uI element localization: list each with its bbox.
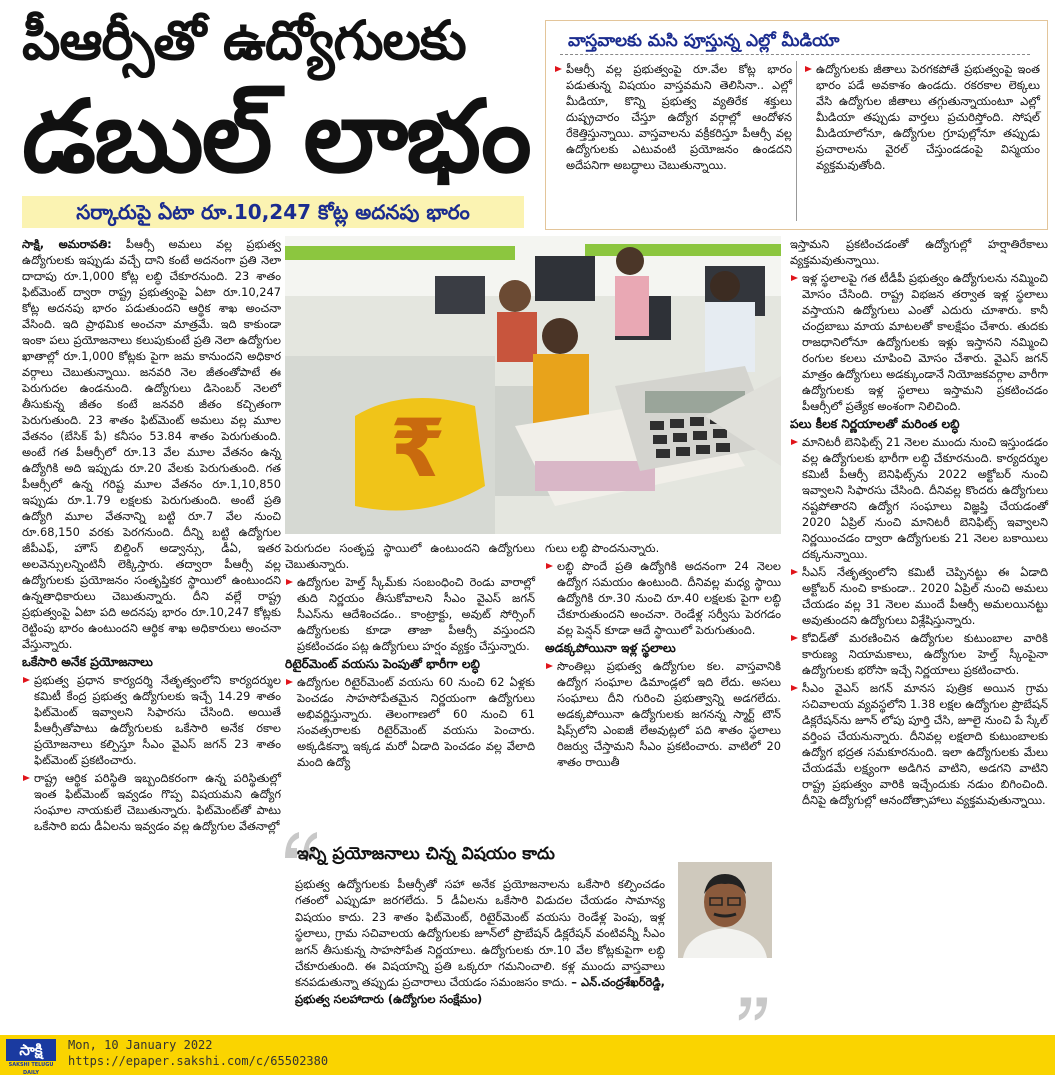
bullet-item: సీఎం వైఎస్ జగన్ మానస పుత్రిక అయిన గ్రామ సచివాలయ వ్యవస్థలోని 1.38 లక్షల ఉద్యోగుల ప్రొబేషన్ డిక్లరేషన్‌ను జూన్ లోపు పూర్తి చేసి, జూలై నుంచి పే స్కేల్ వర్తింప చేయనున్నారు. దీనివల్ల లక్షలాది కుటుంబాలకు ఉద్యోగ భద్రత సమకూరనుంది. ఇలా ఉద్యోగులకు మేలు చేయడమే లక్ష్యంగా అడిగిన వాటిని, అడగని వాటిని రాష్ట్ర ప్రభుత్వం వారికి ఇచ్చేందుకు నడుం బిగించింది. దీనిపై ఉద్యోగుల్లో ఆనందోత్సాహాలు వ్యక్తమవుతున్నాయి.	[790, 680, 1048, 808]
bullet-item: ప్రభుత్వ ప్రధాన కార్యదర్శి నేతృత్వంలోని కార్యదర్శుల కమిటీ కేంద్ర ప్రభుత్వ ఉద్యోగులకు ఇచ్చే 14.29 శాతం ఫిట్‌మెంట్ ఇవ్వాలని సిఫారసు చేసింది. అయితే పీఆర్సీతోపాటు ఉద్యోగులకు ఒకేసారి అనేక రకాల ప్రయోజనాలు కల్పిస్తూ సీఎం వైఎస్ జగన్ 23 శాతం ఫిట్‌మెంట్ ప్రకటించారు.	[22, 672, 281, 768]
deck-subhead: సర్కారుపై ఏటా రూ.10,247 కోట్ల అదనపు భారం	[22, 196, 524, 228]
quote-attribution: – ఎన్.చంద్రశేఖర్‌రెడ్డి, ప్రభుత్వ సలహాదారు (ఉద్యోగుల సంక్షేమం)	[295, 975, 665, 1006]
article-column-1	[22, 236, 281, 836]
close-quote-icon	[733, 994, 773, 1024]
paragraph: గులు లబ్ధి పొందనున్నారు.	[545, 541, 660, 555]
quote-box	[285, 834, 781, 1026]
column-divider	[796, 61, 797, 221]
bullet-item: ఉద్యోగుల హెల్త్ స్కీమ్‌కు సంబంధించి రెండు వారాల్లో తుది నిర్ణయం తీసుకోవాలని సీఎం వైఎస్ జగన్ సీఎస్‌ను ఆదేశించడం.. కాంట్రాక్టు, అవుట్ సోర్సింగ్ ఉద్యోగులకు కూడా తాజా పీఆర్సీ వస్తుందని ప్రకటించడం పట్ల ఉద్యోగులు హర్షం వ్యక్తం చేస్తున్నారు.	[285, 574, 535, 654]
quote-title: ఇన్ని ప్రయోజనాలు చిన్న విషయం కాదు	[297, 844, 555, 864]
bullet-item: సొంతిల్లు ప్రభుత్వ ఉద్యోగుల కల. వాస్తవానికి ఉద్యోగ సంఘాల డిమాండ్లలో ఇది లేదు. అసలు సంఘాలు దీని గురించి ప్రభుత్వాన్ని అడగలేదు. అడక్కపోయినా ఉద్యోగులకు జగనన్న స్మార్ట్ టౌన్ షిప్స్‌లోని ఎంఐజీ లేఅవుట్లలో పది శాతం స్థలాలు రిజర్వు చేస్తామని సీఎం ప్రకటించారు. వాటిలో 20 శాతం రాయితీ	[545, 658, 781, 770]
bullet-item: కోవిడ్‌తో మరణించిన ఉద్యోగుల కుటుంబాల వారికి కారుణ్య నియామకాలు, ఉద్యోగుల హెల్త్ స్కీంపైనా ఉద్యోగులకు భరోసా ఇచ్చే నిర్ణయాలు ప్రకటించారు.	[790, 630, 1048, 678]
bullet-item: సీఎస్ నేతృత్వంలోని కమిటీ చెప్పినట్టు ఈ ఏడాది అక్టోబర్ నుంచి కాకుండా.. 2020 ఏప్రిల్ నుంచి అమలు చేయడం వల్ల 31 నెలల ముందే పీఆర్సీ అమలయినట్టు అవుతుందని ఉద్యోగులు విశ్లేషిస్తున్నారు.	[790, 564, 1048, 628]
subheading: రిటైర్‌మెంట్ వయసు పెంపుతో భారీగా లబ్ధి	[285, 657, 480, 671]
dateline: సాక్షి, అమరావతి:	[22, 237, 112, 251]
publish-date: Mon, 10 January 2022	[68, 1038, 213, 1052]
paragraph: ఇస్తామని ప్రకటించడంతో ఉద్యోగుల్లో హర్షాతిరేకాలు వ్యక్తమవుతున్నాయి.	[790, 237, 1048, 267]
epaper-link[interactable]: https://epaper.sakshi.com/c/65502380	[68, 1054, 329, 1068]
subheading: పలు కీలక నిర్ణయాలతో మరింత లబ్ధి	[790, 417, 960, 431]
headline-line1: పీఆర్సీతో ఉద్యోగులకు	[22, 9, 466, 72]
article-column-2	[285, 540, 535, 772]
sakshi-logo	[6, 1039, 56, 1075]
speaker-portrait	[678, 862, 772, 958]
article-column-4	[790, 236, 1048, 810]
office-photo	[285, 236, 781, 534]
bullet-item: ఇళ్ల స్థలాలపై గత టీడీపీ ప్రభుత్వం ఉద్యోగులను నమ్మించి మోసం చేసింది. రాష్ట్ర విభజన తర్వాత ఇళ్ల స్థలాలు వస్తాయని ఉద్యోగులు ఎంతో ఎదురు చూశారు. కానీ చంద్రబాబు మాయ మాటలతో కాలక్షేపం చేశారు. తుదకు రాజధానిలోనూ ఉద్యోగులకు ఇళ్లు ఇస్తానని నమ్మించి రంగుల కలలు చూపించి మోసం చేశారు. వైఎస్ జగన్ మాత్రం ఉద్యోగులు అడక్కుండానే నియోజకవర్గాల వారీగా ఉద్యోగులకు ఇళ్ల స్థలాలు ఇస్తామని ప్రకటించడం పీఆర్సీలో ప్రత్యేక అంశంగా నిలిచింది.	[790, 270, 1048, 414]
bullet-item: లబ్ధి పొందే ప్రతి ఉద్యోగికి అదనంగా 24 నెలల ఉద్యోగ సమయం ఉంటుంది. దీనివల్ల మధ్య స్థాయి ఉద్యోగికి రూ.30 నుంచి రూ.40 లక్షలకు పైగా లబ్ధి చేకూరుతుందని అంచనా. రెండేళ్ల సర్వీసు పెరగడం వల్ల పెన్షన్ కూడా ఆదే స్థాయిలో పెరుగుతుంది.	[545, 558, 781, 638]
bullet-item: ఉద్యోగులకు జీతాలు పెరగకపోతే ప్రభుత్వంపై ఇంత భారం పడే అవకాశం ఉండదు. రకరకాల లెక్కలు వేసి ఉద్యోగుల జీతాలు తగ్గుతున్నాయంటూ ఎల్లో మీడియా తప్పుడు వార్తలు ప్రచురిస్తోంది. సోషల్ మీడియాలోనూ, ఉద్యోగుల గ్రూపుల్లోనూ తప్పుడు ప్రచారాలను వైరల్ చేస్తుండడంపై విస్మయం వ్యక్తమవుతోంది.	[804, 61, 1040, 173]
bullet-item: పీఆర్సీ వల్ల ప్రభుత్వంపై రూ.వేల కోట్ల భారం పడుతున్న విషయం వాస్తవమని తెలిసినా.. ఎల్లో మీడియా, కొన్ని ప్రభుత్వ వ్యతిరేక శక్తులు దుష్ప్రచారం చేస్తూ ఉద్యోగ వర్గాల్లో ఆందోళన రేకెత్తిస్తున్నాయి. వాస్తవాలను వక్రీకరిస్తూ పీఆర్సీ వల్ల ఉద్యోగులకు ఎటువంటి ప్రయోజనం ఉండదని అదేపనిగా అబద్ధాలు చెబుతున్నాయి.	[554, 61, 792, 173]
quote-body	[295, 876, 665, 1007]
lead-paragraph	[22, 236, 281, 652]
paragraph: పెరుగుదల సంతృప్త స్థాయిలో ఉంటుందని ఉద్యోగులు చెబుతున్నారు.	[285, 541, 535, 571]
bullet-item: మానిటరీ బెనిఫిట్స్ 21 నెలల ముందు నుంచి ఇస్తుండడం వల్ల ఉద్యోగులకు భారీగా లబ్ధి చేకూరనుంది. కార్యదర్శుల కమిటీ పీఆర్సీ బెనిఫిట్స్‌ను 2022 అక్టోబర్ నుంచి ఇవ్వాలని సిఫారసు చేసింది. దీనివల్ల కొందరు ఉద్యోగులు నష్టపోతారని ఉద్యోగ సంఘాలు విజ్ఞప్తి చేయడంతో 2020 ఏప్రిల్ నుంచి మానిటరీ బెనిఫిట్స్ ఇవ్వాలని నిర్ణయించడం ద్వారా ఉద్యోగులకు 21 నెలల బకాయిలు దక్కనున్నాయి.	[790, 434, 1048, 562]
bullet-item: ఉద్యోగుల రిటైర్‌మెంట్ వయసు 60 నుంచి 62 ఏళ్లకు పెంచడం సాహసోపేతమైన నిర్ణయంగా ఉద్యోగులు అభివర్ణిస్తున్నారు. తెలంగాణలో 60 నుంచి 61 సంవత్సరాలకు రిటైర్‌మెంట్ వయసు పెంచారు. అక్కడికన్నా ఇక్కడ మరో ఏడాది పెంచడం వల్ల వేలాది మంది ఉద్యో	[285, 674, 535, 770]
subheading: అడక్కపోయినా ఇళ్ల స్థలాలు	[545, 641, 676, 655]
sidebar-box-col1	[554, 61, 792, 175]
article-column-3	[545, 540, 781, 772]
svg-text:₹: ₹	[390, 402, 446, 495]
logo-text: సాక్షి	[6, 1039, 56, 1061]
subheading: ఒకేసారి అనేక ప్రయోజనాలు	[22, 655, 153, 669]
quote-text: ప్రభుత్వ ఉద్యోగులకు పీఆర్సీతో సహా అనేక ప్రయోజనాలను ఒకేసారి కల్పించడం గతంలో ఎప్పుడూ జరగలేదు. 5 డీఏలను ఒకేసారి విడుదల చేయడం సామాన్య విషయం కాదు. 23 శాతం ఫిట్‌మెంట్, రిటైర్‌మెంట్ వయసు రెండేళ్ల పెంపు, ఇళ్ల స్థలాలు, గ్రామ సచివాలయ ఉద్యోగులకు జూన్‌లో ప్రొబేషన్ డిక్లరేషన్ వంటివన్నీ సీఎం జగన్ తీసుకున్న సాహసోపేత నిర్ణయాలు. ఉద్యోగులకు రూ.10 వేల కోట్లకుపైగా లబ్ధి చేకూరుతుంది. ఈ విషయాన్ని ప్రతి ఒక్కరూ గమనించాలి. కళ్ల ముందు వాస్తవాలు కనపడుతున్నా తప్పుడు ప్రచారాలు చేయడం సమంజసం కాదు.	[295, 877, 665, 990]
bullet-item: రాష్ట్ర ఆర్థిక పరిస్థితి ఇబ్బందికరంగా ఉన్న పరిస్థితుల్లో ఇంత ఫిట్‌మెంట్ ఇవ్వడం గొప్ప విషయమని ఉద్యోగ సంఘాల నాయకులే చెబుతున్నారు. ఫిట్‌మెంట్‌తో పాటు ఒకేసారి ఐదు డీఏలను ఇవ్వడం వల్ల ఉద్యోగుల వేతనాల్లో	[22, 770, 281, 834]
sidebar-box	[545, 20, 1048, 230]
sidebar-box-title: వాస్తవాలకు మసి పూస్తున్న ఎల్లో మీడియా	[560, 27, 1030, 55]
footer-bar	[0, 1035, 1055, 1075]
sidebar-box-col2	[804, 61, 1040, 175]
headline-line2: డబుల్ లాభం	[22, 78, 530, 195]
logo-subtitle: SAKSHI TELUGU DAILY	[8, 1062, 54, 1075]
paragraph-text: పీఆర్సీ అమలు వల్ల ప్రభుత్వ ఉద్యోగులకు ఇప్పుడు వచ్చే దాని కంటే అదనంగా ప్రతి నెలా దాదాపు రూ.1,000 కోట్ల లబ్ధి చేకూరనుంది. 23 శాతం ఫిట్‌మెంట్ ద్వారా రాష్ట్ర ప్రభుత్వంపై ఏటా రూ.10,247 కోట్ల అదనపు భారం పడుతుందని ఆర్థిక శాఖ అంచనా వేసింది. ఇది ప్రాథమిక అంచనా మాత్రమే. ఇది కాకుండా ఇంకా పలు ప్రయోజనాలు కలుపుకుంటే ప్రతి నెలా ఉద్యోగుల ఖాతాల్లో రూ.1,000 కోట్లకు పైగా జమ కానుందని అధికార వర్గాలు చెబుతున్నాయి. జనవరి నెల జీతంతోపాటే ఈ పెరుగుదల ఉండనుంది. ఉద్యోగులు డిసెంబర్ నెలలో తీసుకున్న జీతం కంటే జనవరి జీతం కచ్చితంగా పెరుగుతుంది. 23 శాతం ఫిట్‌మెంట్ అమలు వల్ల మూల వేతనం (బేసిక్ పే) కనీసం 53.84 శాతం పెరుగుతుంది. అంటే గత పీఆర్సీలో రూ.13 వేల మూల వేతనం ఉన్న ఉద్యోగికి అది ఇప్పుడు రూ.20 వేలకు పెరుగుతుంది. గత పీఆర్సీలో ఉన్న గరిష్ట మూల వేతనం రూ.1,10,850 ఇప్పుడు రూ.1.79 లక్షలకు పెరుగుతుంది. అంటే ప్రతి ఉద్యోగి మూల వేతనాన్ని బట్టి రూ.7 వేల నుంచి రూ.68,150 వరకు పెరగనుంది. దీన్ని బట్టి ఉద్యోగుల జీపీఎఫ్, హౌస్ బిల్డింగ్ అడ్వాన్సు, డీఏ, ఇతర అలవెన్సులన్నింటినీ లెక్కిస్తారు. తద్వారా పీఆర్సీ వల్ల ఉద్యోగులకు ప్రయోజనం సంతృప్తికర స్థాయిలో ఉంటుందని ఉన్నతాధికారులు చెబుతున్నారు. దీని వల్లే రాష్ట్ర ప్రభుత్వంపై ఏటా పది అదనపు భారం రూ.10,247 కోట్లకు రెట్టింపు భారం ఉంటుందని ఆర్థిక శాఖ అధికారులు అంచనా వేస్తున్నారు.	[22, 237, 281, 651]
